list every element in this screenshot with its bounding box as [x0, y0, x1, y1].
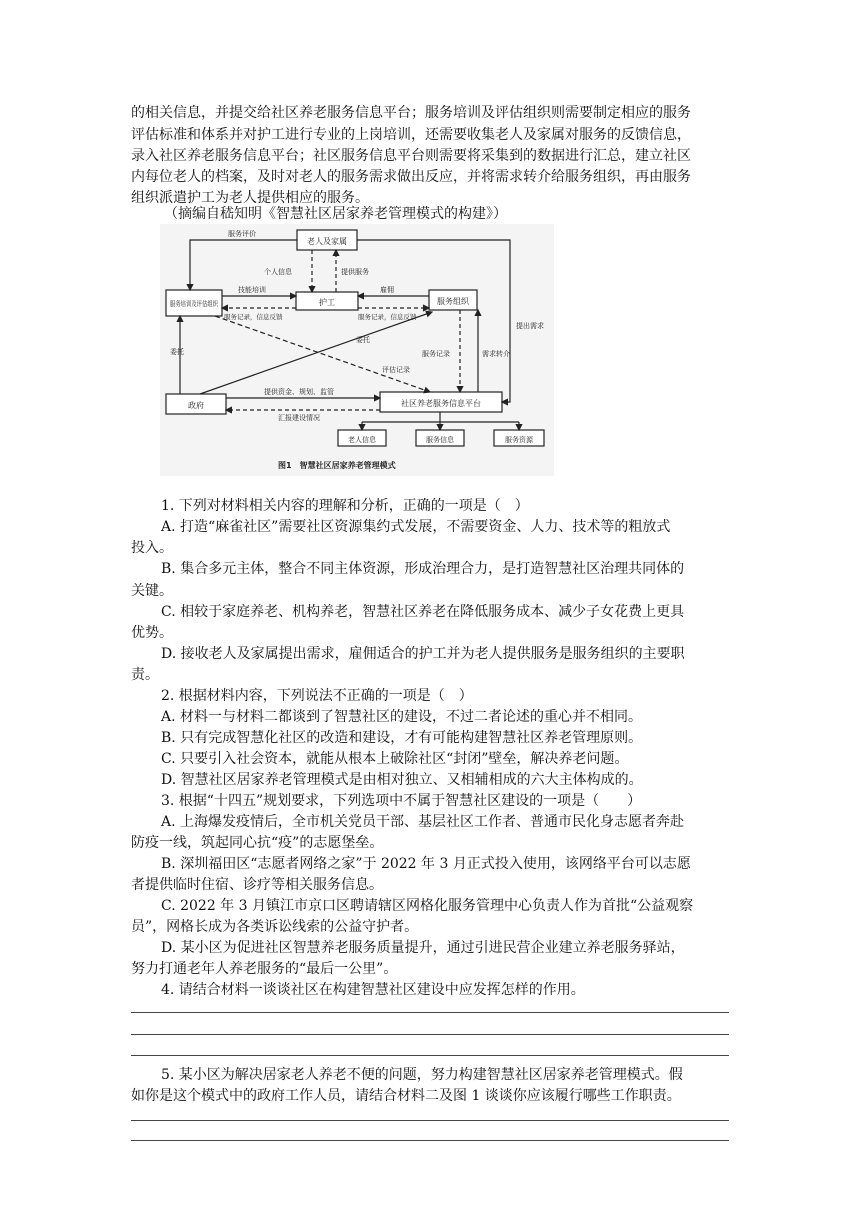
intro-line: 评估标准和体系并对护工进行专业的上岗培训，还需要收集老人及家属对服务的反馈信息， [131, 127, 691, 143]
edge-entrust-mid-label: 委托 [356, 336, 370, 344]
q5-line: 如你是这个模式中的政府工作人员，请结合材料二及图 1 谈谈你应该履行哪些工作职责。 [131, 1088, 681, 1104]
q3-option-c-cont: 员”，网格长成为各类诉讼线索的公益守护者。 [131, 919, 419, 935]
intro-line: 组织派遣护工为老人提供相应的服务。 [131, 190, 369, 206]
edge-referral-label: 需求转介 [482, 350, 510, 358]
edge-feedback-right-label: 服务记录，信息反馈 [358, 313, 417, 321]
node-service-res-label: 服务资源 [505, 436, 533, 444]
q3-stem: 3. 根据“十四五”规划要求，下列选项中不属于智慧社区建设的一项是（ ） [161, 793, 642, 809]
edge-entrust-left-label: 委托 [170, 348, 184, 356]
q3-option-c: C. 2022 年 3 月镇江市京口区聘请辖区网格化服务管理中心负责人作为首批“公益观察 [161, 898, 694, 914]
diagram-svg [160, 224, 554, 476]
intro-line: 录入社区养老服务信息平台；社区服务信息平台则需要将采集到的数据进行汇总，建立社区 [131, 148, 691, 164]
q1-option-a: A. 打造“麻雀社区”需要社区资源集约式发展，不需要资金、人力、技术等的粗放式 [161, 519, 671, 535]
node-nurse-label: 护工 [319, 298, 335, 307]
q3-option-b-cont: 者提供临时住宿、诊疗等相关服务信息。 [131, 877, 383, 893]
q5-line: 5. 某小区为解决居家老人养老不便的问题，努力构建智慧社区居家养老管理模式。假 [161, 1067, 683, 1083]
answer-line[interactable] [131, 1120, 729, 1121]
edge-funding-label: 提供资金、规划、监管 [264, 388, 334, 396]
edge-report-label: 汇报建设情况 [278, 414, 320, 422]
q3-option-b: B. 深圳福田区“志愿者网络之家”于 2022 年 3 月正式投入使用，该网络平台可以志愿 [161, 856, 691, 872]
edge-provide-label: 提供服务 [341, 268, 369, 276]
answer-line[interactable] [131, 1140, 729, 1141]
figure-diagram [160, 224, 554, 476]
edge-eval-record-label: 评估记录 [382, 366, 410, 374]
node-elderly-label: 老人及家属 [307, 237, 347, 246]
answer-line[interactable] [131, 1055, 729, 1056]
edge-demand [357, 240, 510, 402]
node-org-label: 服务组织 [437, 297, 469, 306]
edge-skill-label: 技能培训 [238, 286, 266, 294]
q2-stem: 2. 根据材料内容，下列说法不正确的一项是（ ） [161, 688, 473, 704]
q2-option-a: A. 材料一与材料二都谈到了智慧社区的建设，不过二者论述的重心并不相同。 [161, 709, 643, 725]
q2-option-b: B. 只有完成智慧化社区的改造和建设，才有可能构建智慧社区养老管理原则。 [161, 730, 643, 746]
edge-entrust-mid [200, 312, 432, 394]
node-elder-info-label: 老人信息 [348, 436, 376, 444]
q3-option-a: A. 上海爆发疫情后，全市机关党员干部、基层社区工作者、普通市民化身志愿者奔赴 [161, 814, 685, 830]
edge-personal-label: 个人信息 [264, 268, 292, 276]
q1-stem: 1. 下列对材料相关内容的理解和分析，正确的一项是（ ） [161, 498, 529, 514]
node-gov-label: 政府 [188, 401, 204, 410]
node-platform-label: 社区养老服务信息平台 [401, 399, 481, 408]
answer-line[interactable] [131, 1034, 729, 1035]
edge-eval-label: 服务评价 [228, 230, 256, 238]
q1-option-b: B. 集合多元主体，整合不同主体资源，形成治理合力，是打造智慧社区治理共同体的 [161, 561, 685, 577]
q2-option-d: D. 智慧社区居家养老管理模式是由相对独立、又相辅相成的六大主体构成的。 [161, 772, 643, 788]
q1-option-d-cont: 责。 [131, 667, 159, 683]
q1-option-b-cont: 关键。 [131, 583, 173, 599]
edge-demand-label: 提出需求 [516, 322, 544, 330]
edge-eval-record [215, 316, 430, 392]
q3-option-d: D. 某小区为促进社区智慧养老服务质量提升，通过引进民营企业建立养老服务驿站， [161, 940, 685, 956]
edge-eval [190, 240, 297, 290]
edge-hire-label: 雇佣 [380, 286, 394, 294]
q3-option-d-cont: 努力打通老年人养老服务的“最后一公里”。 [131, 961, 398, 977]
answer-line[interactable] [131, 1012, 729, 1013]
q1-option-c: C. 相较于家庭养老、机构养老，智慧社区养老在降低服务成本、减少子女花费上更具 [161, 604, 685, 620]
q1-option-a-cont: 投入。 [131, 540, 173, 556]
figure-caption: 图1 智慧社区居家养老管理模式 [278, 461, 396, 470]
source-citation: （摘编自嵇知明《智慧社区居家养老管理模式的构建》） [164, 206, 507, 222]
intro-line: 的相关信息，并提交给社区养老服务信息平台；服务培训及评估组织则需要制定相应的服务 [131, 105, 691, 121]
edge-service-record-label: 服务记录 [422, 350, 450, 358]
node-service-info-label: 服务信息 [426, 436, 454, 444]
q1-option-d: D. 接收老人及家属提出需求，雇佣适合的护工并为老人提供服务是服务组织的主要职 [161, 646, 685, 662]
q3-option-a-cont: 防疫一线，筑起同心抗“疫”的志愿堡垒。 [131, 835, 384, 851]
edge-feedback-left-label: 服务记录，信息反馈 [224, 313, 283, 321]
q4-stem: 4. 请结合材料一谈谈社区在构建智慧社区建设中应发挥怎样的作用。 [161, 982, 585, 998]
intro-line: 内每位老人的档案，及时对老人的服务需求做出反应，并将需求转介给服务组织，再由服务 [131, 169, 691, 185]
q1-option-c-cont: 优势。 [131, 625, 173, 641]
q2-option-c: C. 只要引入社会资本，就能从根本上破除社区“封闭”壁垒，解决养老问题。 [161, 751, 629, 767]
node-training-label: 服务培训及评估组织 [170, 300, 233, 308]
